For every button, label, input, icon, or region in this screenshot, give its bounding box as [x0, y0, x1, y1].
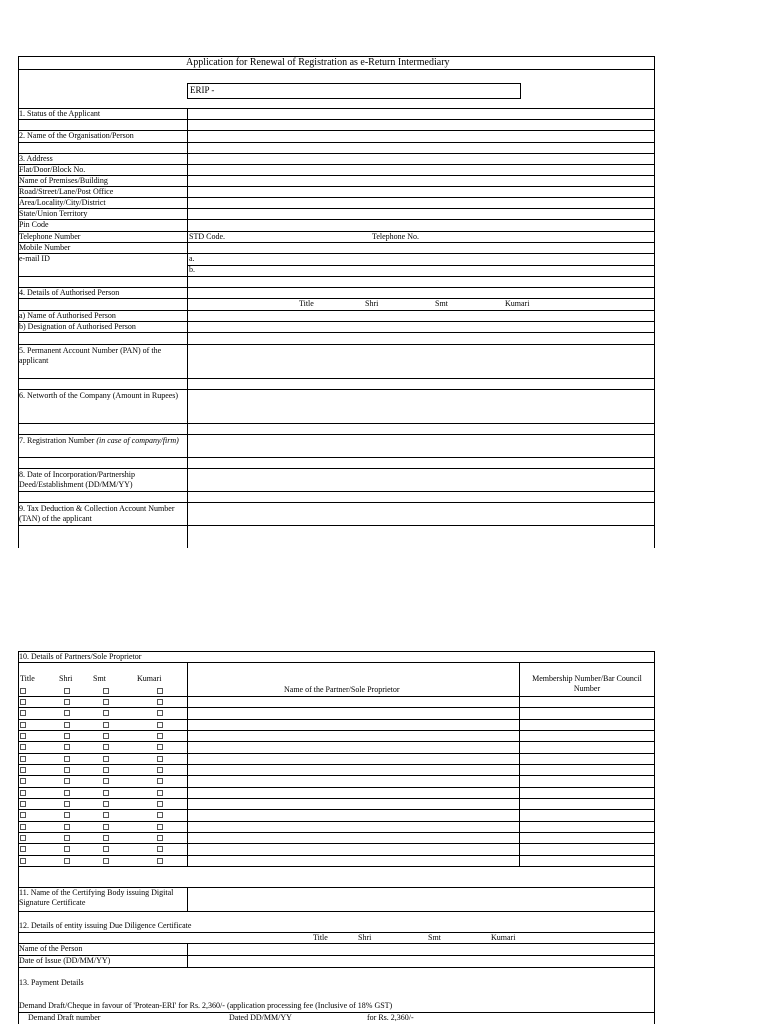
partner-kumari-checkbox[interactable]: [157, 778, 163, 784]
partner-kumari-checkbox[interactable]: [157, 767, 163, 773]
partner-shri-checkbox[interactable]: [64, 812, 70, 818]
partner-title-checkbox[interactable]: [20, 722, 26, 728]
partner-shri-checkbox[interactable]: [64, 722, 70, 728]
partners-label: 10. Details of Partners/Sole Proprietor: [19, 652, 142, 661]
tan-label: 9. Tax Deduction & Collection Account Number (TAN) of the applicant: [19, 504, 175, 523]
demand-draft-date-label: Dated DD/MM/YY: [229, 1013, 292, 1022]
address-field-state: State/Union Territory: [19, 209, 88, 218]
partner-shri-checkbox[interactable]: [64, 767, 70, 773]
partner-smt-checkbox[interactable]: [103, 722, 109, 728]
address-field-telephone: Telephone Number: [19, 232, 81, 241]
partner-kumari-checkbox[interactable]: [157, 733, 163, 739]
partner-kumari-checkbox[interactable]: [157, 812, 163, 818]
authorised-person-designation-label: b) Designation of Authorised Person: [19, 322, 136, 331]
partner-shri-checkbox[interactable]: [64, 858, 70, 864]
address-field-premises: Name of Premises/Building: [19, 176, 108, 185]
partner-shri-checkbox[interactable]: [64, 824, 70, 830]
due-diligence-title-header: Title: [313, 933, 328, 942]
due-diligence-person-name-label: Name of the Person: [19, 944, 83, 953]
form-title: Application for Renewal of Registration as e-Return Intermediary: [186, 57, 450, 68]
partner-kumari-checkbox[interactable]: [157, 744, 163, 750]
email-a-label: a.: [189, 254, 195, 263]
due-diligence-title-smt: Smt: [428, 933, 441, 942]
title-smt: Smt: [435, 299, 448, 308]
partner-title-checkbox[interactable]: [20, 858, 26, 864]
networth-label: 6. Networth of the Company (Amount in Rupees): [19, 391, 179, 400]
due-diligence-date-label: Date of Issue (DD/MM/YY): [19, 956, 111, 965]
partner-shri-checkbox[interactable]: [64, 699, 70, 705]
partner-shri-checkbox[interactable]: [64, 846, 70, 852]
partner-smt-checkbox[interactable]: [103, 801, 109, 807]
partner-smt-checkbox[interactable]: [103, 824, 109, 830]
partner-title-checkbox[interactable]: [20, 824, 26, 830]
partner-shri-checkbox[interactable]: [64, 688, 70, 694]
partner-shri-checkbox[interactable]: [64, 710, 70, 716]
due-diligence-title-shri: Shri: [358, 933, 372, 942]
incorporation-date-label: 8. Date of Incorporation/Partnership Deed/Establishment (DD/MM/YY): [19, 470, 135, 489]
demand-draft-number-label: Demand Draft number: [28, 1013, 101, 1022]
partner-kumari-checkbox[interactable]: [157, 801, 163, 807]
partner-shri-checkbox[interactable]: [64, 733, 70, 739]
partner-smt-checkbox[interactable]: [103, 835, 109, 841]
partner-smt-checkbox[interactable]: [103, 756, 109, 762]
title-shri: Shri: [365, 299, 379, 308]
erip-number-field[interactable]: [187, 83, 521, 99]
partner-kumari-checkbox[interactable]: [157, 790, 163, 796]
partner-smt-checkbox[interactable]: [103, 733, 109, 739]
partner-kumari-checkbox[interactable]: [157, 824, 163, 830]
partner-kumari-checkbox[interactable]: [157, 835, 163, 841]
partner-title-checkbox[interactable]: [20, 801, 26, 807]
partner-title-checkbox[interactable]: [20, 688, 26, 694]
partner-kumari-checkbox[interactable]: [157, 858, 163, 864]
address-field-road: Road/Street/Lane/Post Office: [19, 187, 114, 196]
partner-title-checkbox[interactable]: [20, 790, 26, 796]
partner-smt-checkbox[interactable]: [103, 858, 109, 864]
demand-draft-amount-label: for Rs. 2,360/-: [367, 1013, 414, 1022]
authorised-person-label: 4. Details of Authorised Person: [19, 288, 120, 297]
address-field-mobile: Mobile Number: [19, 243, 71, 252]
address-label: 3. Address: [19, 154, 53, 163]
partner-smt-checkbox[interactable]: [103, 778, 109, 784]
telephone-no-label: Telephone No.: [372, 232, 419, 241]
partner-shri-checkbox[interactable]: [64, 801, 70, 807]
address-field-email: e-mail ID: [19, 254, 50, 263]
partner-name-header: Name of the Partner/Sole Proprietor: [284, 685, 400, 694]
partner-smt-checkbox[interactable]: [103, 846, 109, 852]
payment-instructions: Demand Draft/Cheque in favour of 'Protean-ERI' for Rs. 2,360/- (application processing fee (Inclusive of 18% GST): [19, 1001, 393, 1010]
partner-title-checkbox[interactable]: [20, 767, 26, 773]
partner-smt-checkbox[interactable]: [103, 699, 109, 705]
status-label: 1. Status of the Applicant: [19, 109, 101, 118]
partner-kumari-checkbox[interactable]: [157, 710, 163, 716]
partner-smt-checkbox[interactable]: [103, 767, 109, 773]
partner-smt-checkbox[interactable]: [103, 688, 109, 694]
partner-smt-checkbox[interactable]: [103, 812, 109, 818]
partner-shri-checkbox[interactable]: [64, 778, 70, 784]
partner-kumari-checkbox[interactable]: [157, 846, 163, 852]
partner-smt-checkbox[interactable]: [103, 710, 109, 716]
partner-title-checkbox[interactable]: [20, 835, 26, 841]
partner-title-checkbox[interactable]: [20, 710, 26, 716]
partner-smt-checkbox[interactable]: [103, 790, 109, 796]
partners-title-shri: Shri: [59, 674, 73, 683]
partner-title-checkbox[interactable]: [20, 699, 26, 705]
partner-shri-checkbox[interactable]: [64, 790, 70, 796]
due-diligence-label: 12. Details of entity issuing Due Diligence Certificate: [19, 921, 192, 930]
partner-kumari-checkbox[interactable]: [157, 722, 163, 728]
due-diligence-title-kumari: Kumari: [491, 933, 516, 942]
partner-kumari-checkbox[interactable]: [157, 756, 163, 762]
certifying-body-label: 11. Name of the Certifying Body issuing Digital Signature Certificate: [19, 888, 174, 907]
partner-title-checkbox[interactable]: [20, 733, 26, 739]
std-code-label: STD Code.: [189, 232, 225, 241]
registration-number-label: 7. Registration Number (in case of company/firm): [19, 436, 179, 445]
membership-number-header: Membership Number/Bar Council Number: [532, 674, 642, 693]
partner-shri-checkbox[interactable]: [64, 835, 70, 841]
partner-title-checkbox[interactable]: [20, 756, 26, 762]
address-field-pin: Pin Code: [19, 220, 49, 229]
partners-title-smt: Smt: [93, 674, 106, 683]
pan-label: 5. Permanent Account Number (PAN) of the applicant: [19, 346, 162, 365]
partner-title-checkbox[interactable]: [20, 744, 26, 750]
partner-title-checkbox[interactable]: [20, 812, 26, 818]
partner-title-checkbox[interactable]: [20, 846, 26, 852]
payment-details-label: 13. Payment Details: [19, 978, 84, 987]
partner-smt-checkbox[interactable]: [103, 744, 109, 750]
partner-kumari-checkbox[interactable]: [157, 699, 163, 705]
authorised-person-name-label: a) Name of Authorised Person: [19, 311, 116, 320]
organisation-name-label: 2. Name of the Organisation/Person: [19, 131, 134, 140]
partners-title-header: Title: [20, 674, 35, 683]
address-field-area: Area/Locality/City/District: [19, 198, 106, 207]
partner-shri-checkbox[interactable]: [64, 744, 70, 750]
partners-title-kumari: Kumari: [137, 674, 162, 683]
partner-title-checkbox[interactable]: [20, 778, 26, 784]
partner-kumari-checkbox[interactable]: [157, 688, 163, 694]
address-field-flat: Flat/Door/Block No.: [19, 165, 86, 174]
erip-label: ERIP -: [190, 85, 215, 95]
title-kumari: Kumari: [505, 299, 530, 308]
partner-shri-checkbox[interactable]: [64, 756, 70, 762]
title-header: Title: [299, 299, 314, 308]
email-b-label: b.: [189, 265, 195, 274]
